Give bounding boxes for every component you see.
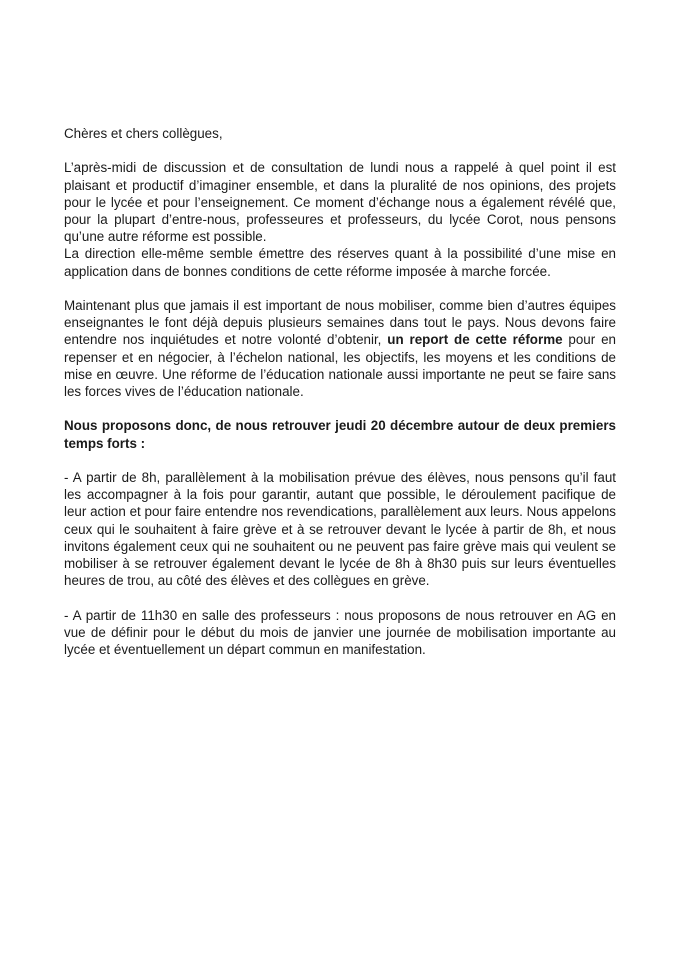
paragraph-mobilisation-text-start: Maintenant plus que jamais il est important de nous mobiliser, comme bien d’autres équipes enseignantes le font déjà depuis plusieurs semaines dans tout le pays. Nous devons faire entendre nos inquiétudes et notre volonté d’obtenir, xyxy=(64,298,616,348)
paragraph-consultation: L’après-midi de discussion et de consultation de lundi nous a rappelé à quel point il est plaisant et productif d’imaginer ensemble, et dans la pluralité de nos opinions, des projets pour le lycée et pour l’enseignement. Ce moment d’échange nous a également révélé que, pour la plupart d’entre-nous, professeures et professeurs, du lycée Corot, nous pensons qu’une autre réforme est possible. xyxy=(64,160,616,245)
salutation: Chères et chers collègues, xyxy=(64,126,223,141)
letter-page xyxy=(64,125,616,675)
paragraph-mobilisation xyxy=(64,297,616,400)
list-item-8h: - A partir de 8h, parallèlement à la mobilisation prévue des élèves, nous pensons qu’il faut les accompagner à la fois pour garantir, autant que possible, le déroulement pacifique de leur action et pour faire entendre nos revendications, parallèlement aux leurs. Nous appelons ceux qui le souhaitent à faire grève et à se retrouver devant le lycée à partir de 8h, et nous invitons également ceux qui ne souhaitent ou ne peuvent pas faire grève mais qui veulent se mobiliser à se retrouver également devant le lycée de 8h à 8h30 puis sur leurs éventuelles heures de trou, au côté des élèves et des collègues en grève. xyxy=(64,470,616,589)
paragraph-mobilisation-text-end: pour en repenser et en négocier, à l’échelon national, les objectifs, les moyens et les conditions de mise en œuvre. Une réforme de l’éducation nationale aussi importante ne peut se faire sans les forces vives de l’éducation nationale. xyxy=(64,332,616,400)
paragraph-direction: La direction elle-même semble émettre des réserves quant à la possibilité d’une mise en application dans de bonnes conditions de cette réforme imposée à marche forcée. xyxy=(64,246,616,279)
proposal-heading: Nous proposons donc, de nous retrouver jeudi 20 décembre autour de deux premiers temps forts : xyxy=(64,418,616,451)
report-reforme-emphasis: un report de cette réforme xyxy=(387,332,563,348)
list-item-11h30: - A partir de 11h30 en salle des professeurs : nous proposons de nous retrouver en AG en vue de définir pour le début du mois de janvier une journée de mobilisation importante au lycée et éventuellement un départ commun en manifestation. xyxy=(64,607,616,658)
